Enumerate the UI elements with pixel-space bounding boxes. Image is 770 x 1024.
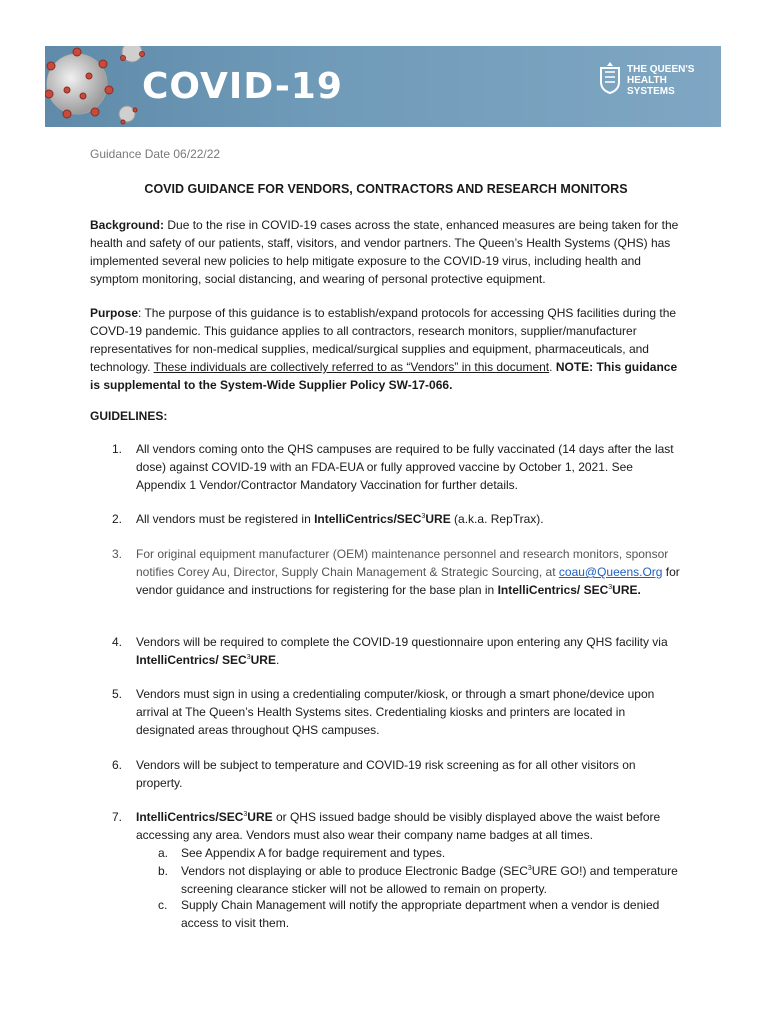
background-paragraph: Background: Due to the rise in COVID-19 cases across the state, enhanced measures are being taken for the health and safety of our patients, staff, visitors, and vendor partners. The Queen’s Health Systems (QHS) has implemented several new policies to help mitigate exposure to the COVID-19 virus, including health and symptom monitoring, social distancing, and wearing of personal protective equipment. (90, 218, 679, 286)
purpose-paragraph: Purpose: The purpose of this guidance is to establish/expand protocols for accessing QHS facilities during the COVD-19 pandemic. This guidance applies to all contractors, research monitors, supplier/manufacturer representatives for non-medical supplies, medical/surgical supplies and equipment, pharmaceuticals, and technology. These individuals are collectively referred to as “Vendors” in this document. NOTE: This guidance is supplemental to the System-Wide Supplier Policy SW-17-066. (90, 306, 678, 392)
queens-health-logo (597, 60, 717, 96)
email-link[interactable]: coau@Queens.Org (558, 565, 663, 579)
logo-text: THE QUEEN'S HEALTH SYSTEMS (627, 64, 695, 97)
covid-banner (45, 46, 721, 127)
guidelines-heading: GUIDELINES: (90, 409, 168, 423)
crest-icon (597, 60, 623, 94)
document-title: COVID GUIDANCE FOR VENDORS, CONTRACTORS AND RESEARCH MONITORS (144, 182, 628, 196)
guidance-date: Guidance Date 06/22/22 (90, 147, 221, 161)
virus-illustration (45, 46, 157, 127)
banner-title: COVID-19 (142, 66, 343, 107)
